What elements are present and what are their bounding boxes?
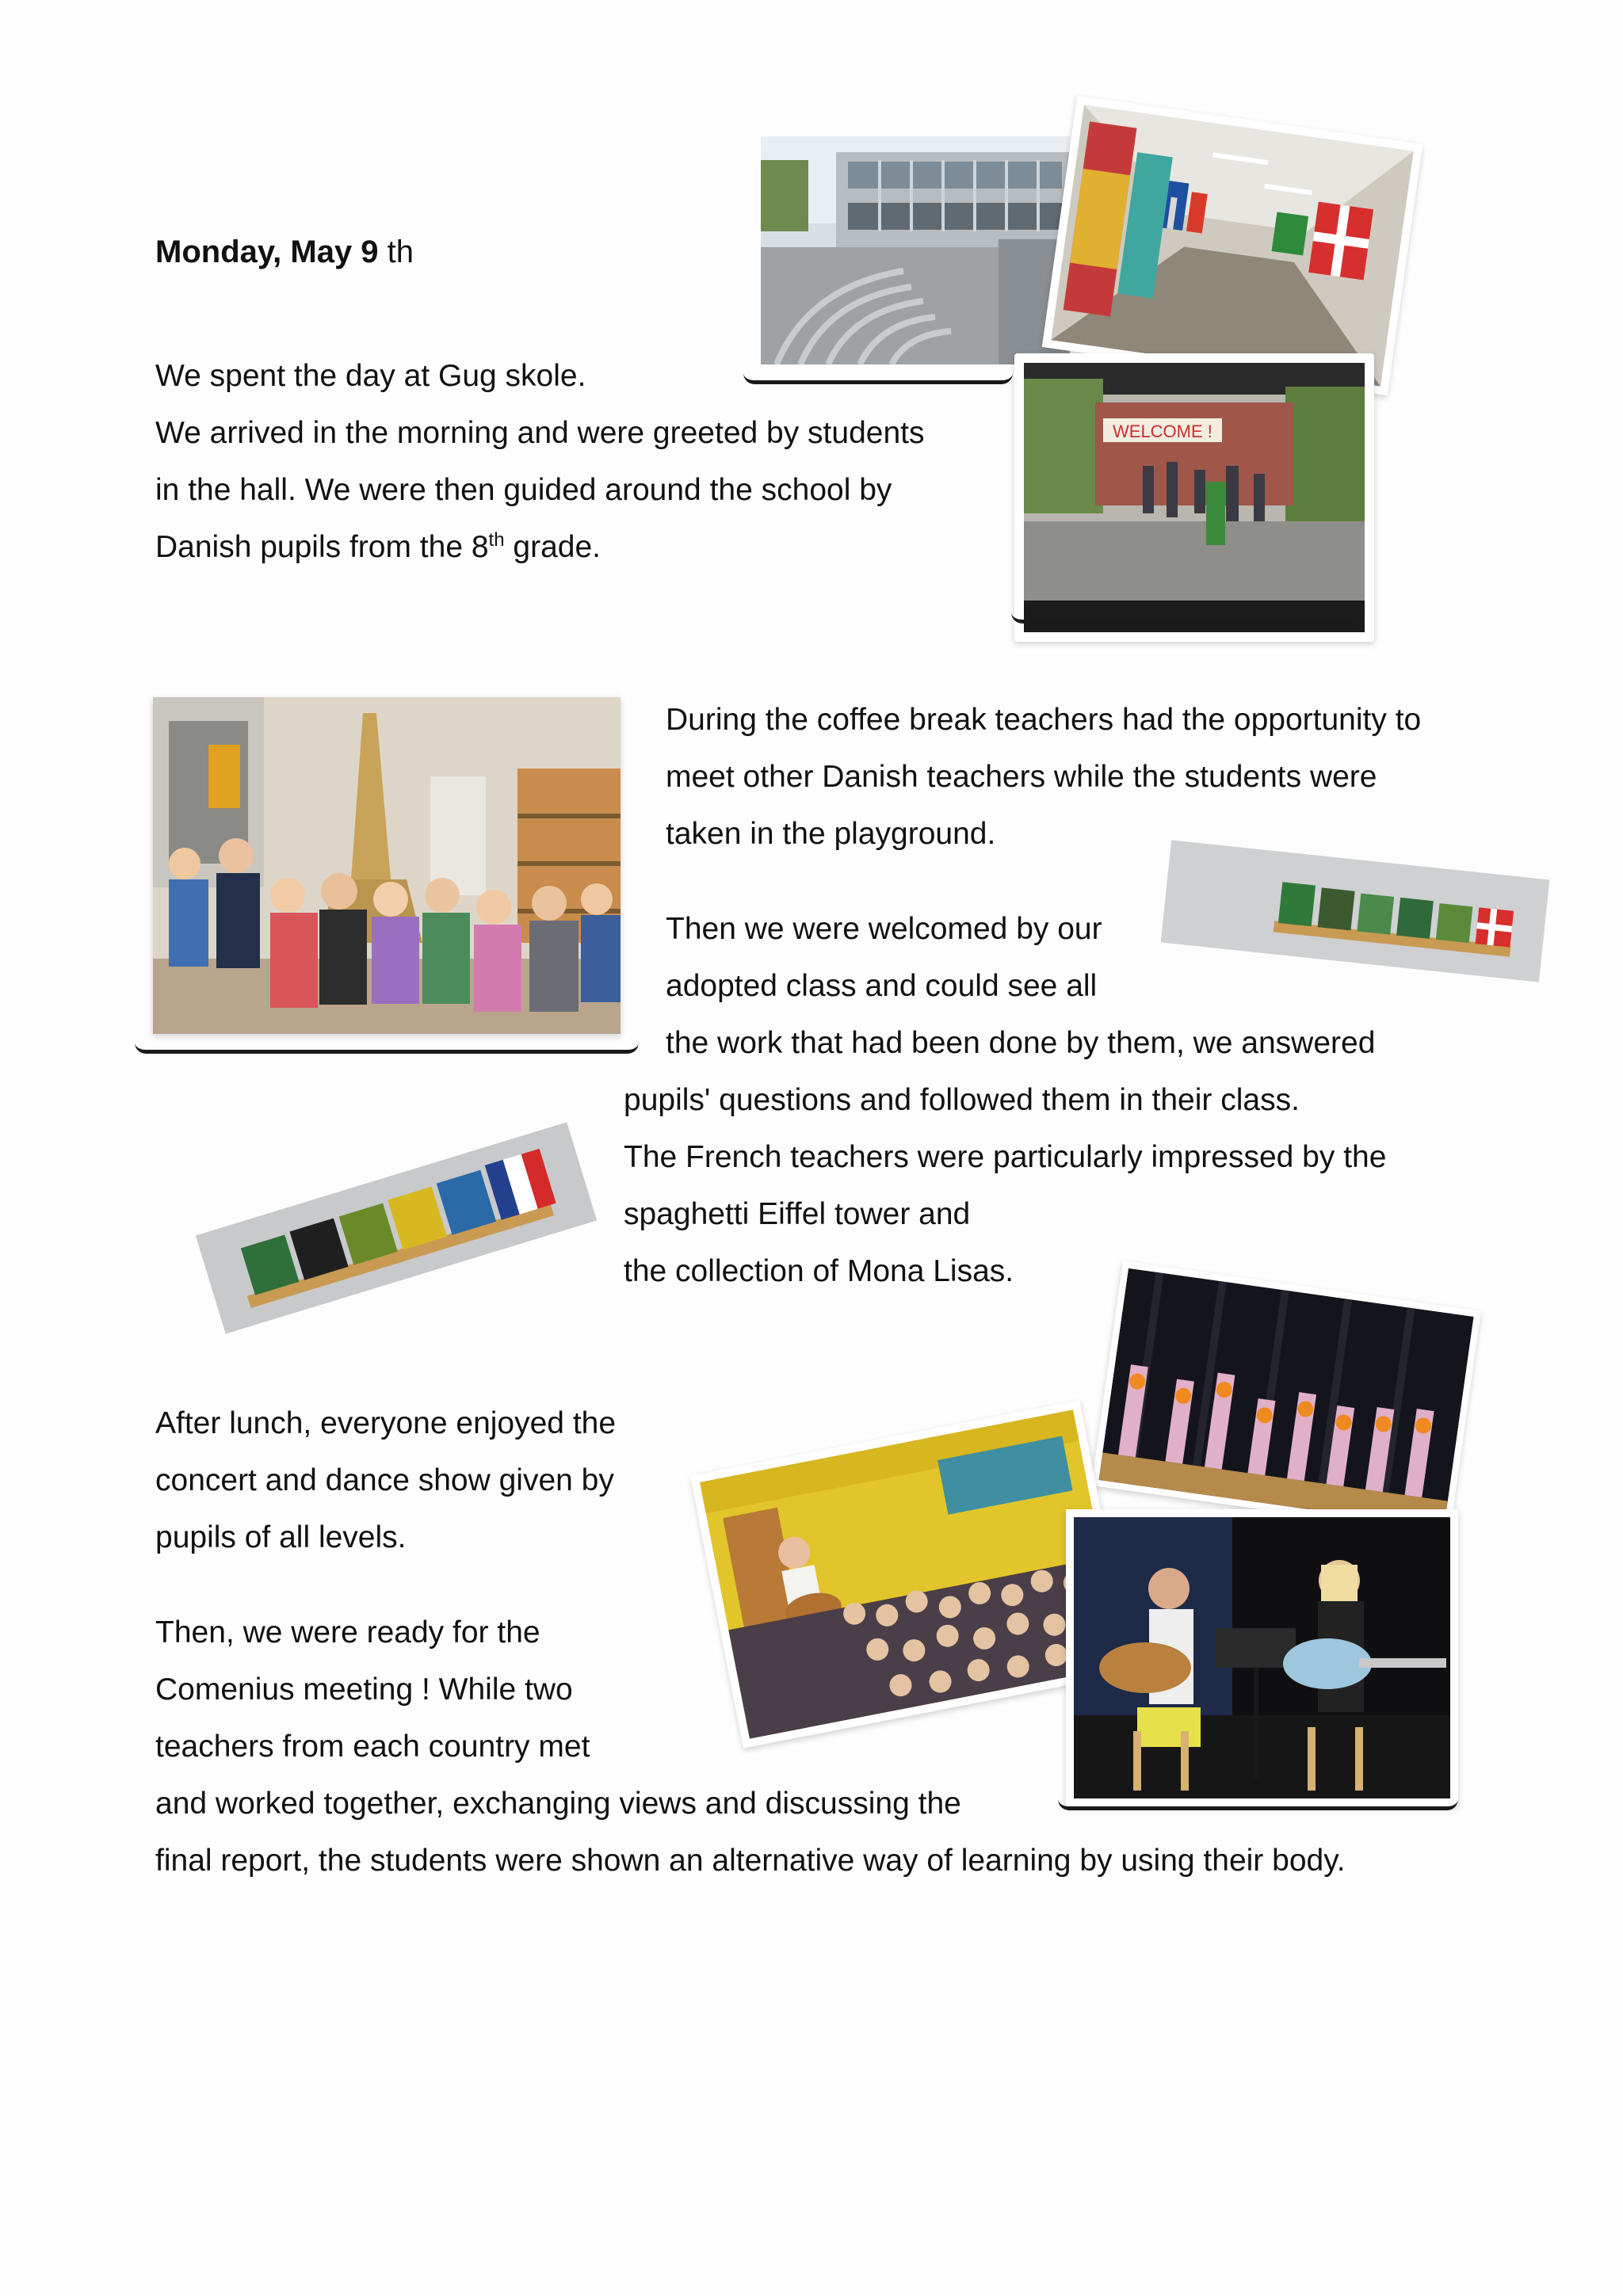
photo-curl-shadow bbox=[1011, 612, 1364, 624]
welcome-banner-text: WELCOME ! bbox=[1113, 421, 1212, 441]
classroom-kids-eiffel-photo bbox=[153, 697, 621, 1034]
section2-line2: meet other Danish teachers while the students were bbox=[666, 760, 1377, 794]
welcome-entrance-photo bbox=[1014, 353, 1374, 642]
section3-line6: teachers from each country met bbox=[155, 1730, 590, 1764]
section3-line8: final report, the students were shown an alternative way of learning by using their body. bbox=[155, 1844, 1346, 1878]
section1-line1: We spent the day at Gug skole. bbox=[155, 359, 586, 393]
section2-line5: adopted class and could see all bbox=[666, 969, 1098, 1003]
section1-line2: We arrived in the morning and were greeted by students bbox=[155, 416, 925, 450]
mona-lisa-shelf-french-flag-photo bbox=[196, 1122, 598, 1334]
section3-line2: concert and dance show given by bbox=[155, 1463, 614, 1497]
section2-line4: Then we were welcomed by our bbox=[666, 912, 1102, 946]
section2-line6: the work that had been done by them, we answered bbox=[666, 1026, 1376, 1060]
section2-line7: pupils' questions and followed them in their class. bbox=[624, 1083, 1300, 1117]
section1-line3: in the hall. We were then guided around the school by bbox=[155, 473, 892, 507]
hallway-flags-photo bbox=[1042, 96, 1423, 395]
section3-line3: pupils of all levels. bbox=[155, 1520, 407, 1554]
section2-line3: taken in the playground. bbox=[666, 817, 996, 851]
section3-line1: After lunch, everyone enjoyed the bbox=[155, 1406, 617, 1440]
photo-curl-shadow bbox=[135, 1042, 639, 1054]
section2-line1: During the coffee break teachers had the opportunity to bbox=[666, 703, 1422, 737]
section2-line10: the collection of Mona Lisas. bbox=[624, 1254, 1014, 1288]
guitarists-stage-photo bbox=[1066, 1509, 1458, 1806]
photo-curl-shadow bbox=[1058, 1798, 1458, 1810]
portraits-shelf-danish-flag-photo bbox=[1161, 840, 1550, 982]
dance-show-stage-photo bbox=[1091, 1261, 1480, 1536]
page-heading: Monday, May 9 th bbox=[155, 235, 414, 269]
section3-line7: and worked together, exchanging views and discussing the bbox=[155, 1787, 961, 1821]
section3-line4: Then, we were ready for the bbox=[155, 1615, 540, 1650]
section2-line9: spaghetti Eiffel tower and bbox=[624, 1197, 971, 1231]
school-building-photo bbox=[761, 136, 1070, 364]
photo-curl-shadow bbox=[743, 372, 1013, 384]
section1-line4: Danish pupils from the 8th grade. bbox=[155, 529, 601, 564]
section3-line5: Comenius meeting ! While two bbox=[155, 1672, 573, 1707]
section2-line8: The French teachers were particularly impressed by the bbox=[624, 1140, 1387, 1174]
